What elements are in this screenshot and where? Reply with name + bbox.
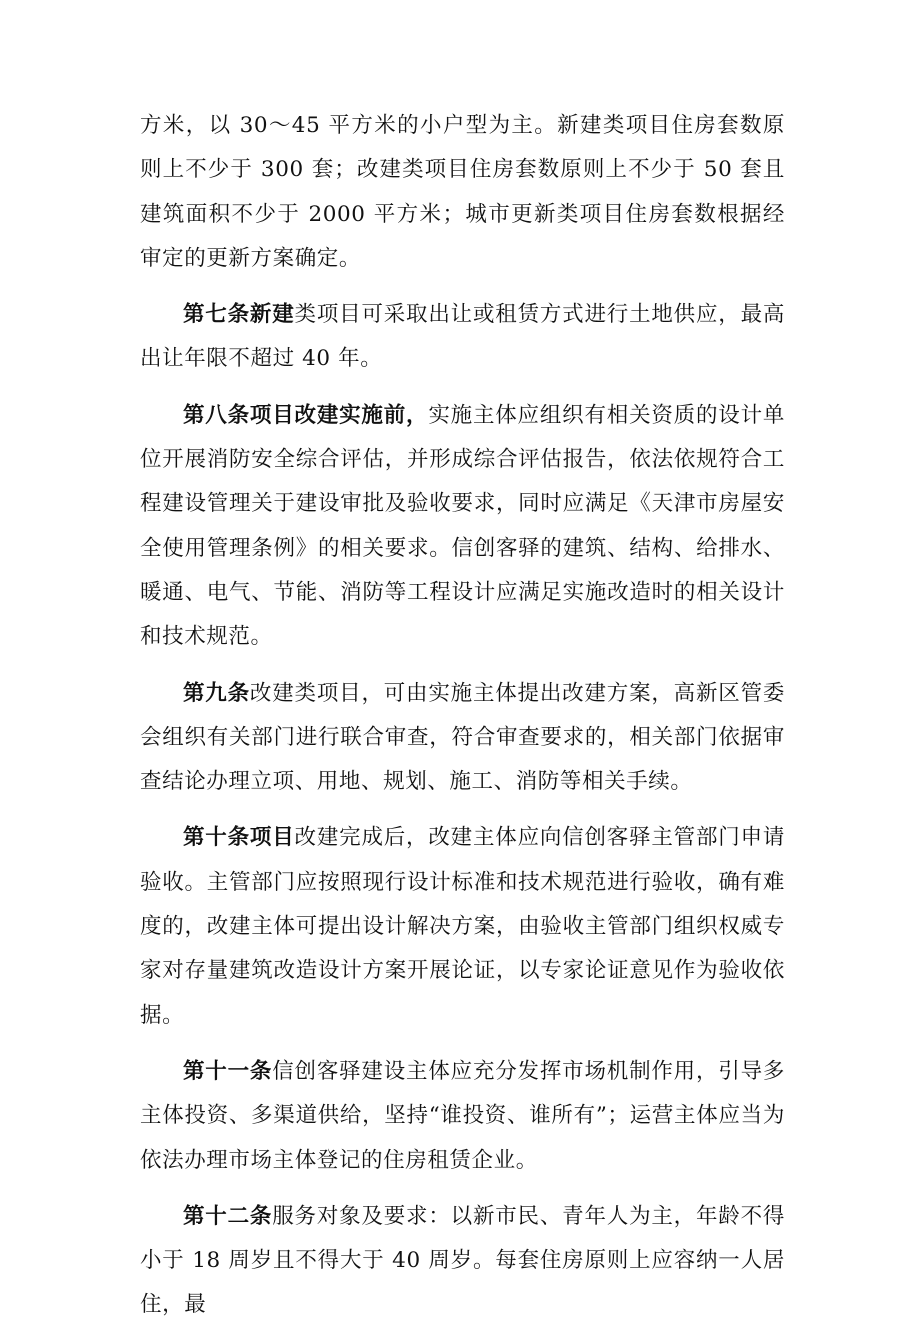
paragraph-text: 方米，以 30～45 平方米的小户型为主。新建类项目住房套数原则上不少于 300 套；改建类项目住房套数原则上不少于 50 套且建筑面积不少于 2000 平方米；城市更新类项目住房套数根据经审定的更新方案确定。 — [140, 113, 785, 271]
paragraph-text: 信创客驿建设主体应充分发挥市场机制作用，引导多主体投资、多渠道供给，坚持“谁投资、谁所有”；运营主体应当为依法办理市场主体登记的住房租赁企业。 — [140, 1058, 785, 1173]
article-heading: 第十二条 — [183, 1203, 273, 1229]
paragraph-text: 改建类项目，可由实施主体提出改建方案，高新区管委会组织有关部门进行联合审查，符合审查要求的，相关部门依据审查结论办理立项、用地、规划、施工、消防等相关手续。 — [140, 680, 785, 795]
article-heading: 第七条新建 — [183, 302, 295, 328]
paragraph-article-10 — [140, 816, 785, 1037]
paragraph-text: 实施主体应组织有相关资质的设计单位开展消防安全综合评估，并形成综合评估报告，依法依规符合工程建设管理关于建设审批及验收要求，同时应满足《天津市房屋安全使用管理条例》的相关要求。信创客驿的建筑、结构、给排水、暖通、电气、节能、消防等工程设计应满足实施改造时的相关设计和技术规范。 — [140, 402, 785, 650]
paragraph-text: 服务对象及要求：以新市民、青年人为主，年龄不得小于 18 周岁且不得大于 40 周岁。每套住房原则上应容纳一人居住，最 — [140, 1203, 785, 1318]
article-heading: 第九条 — [183, 680, 250, 706]
paragraph-continuation — [140, 104, 785, 281]
document-page — [140, 104, 785, 1328]
paragraph-article-7 — [140, 293, 785, 382]
article-heading: 第十一条 — [183, 1058, 273, 1084]
paragraph-article-9 — [140, 672, 785, 805]
paragraph-article-11 — [140, 1050, 785, 1183]
article-heading: 第八条项目改建实施前， — [183, 402, 429, 428]
paragraph-article-12 — [140, 1195, 785, 1328]
paragraph-text: 类项目可采取出让或租赁方式进行土地供应，最高出让年限不超过 40 年。 — [140, 302, 785, 372]
article-heading: 第十条项目 — [183, 825, 295, 851]
paragraph-article-8 — [140, 394, 785, 660]
paragraph-text: 改建完成后，改建主体应向信创客驿主管部门申请验收。主管部门应按照现行设计标准和技术规范进行验收，确有难度的，改建主体可提出设计解决方案，由验收主管部门组织权威专家对存量建筑改造设计方案开展论证，以专家论证意见作为验收依据。 — [140, 825, 785, 1028]
